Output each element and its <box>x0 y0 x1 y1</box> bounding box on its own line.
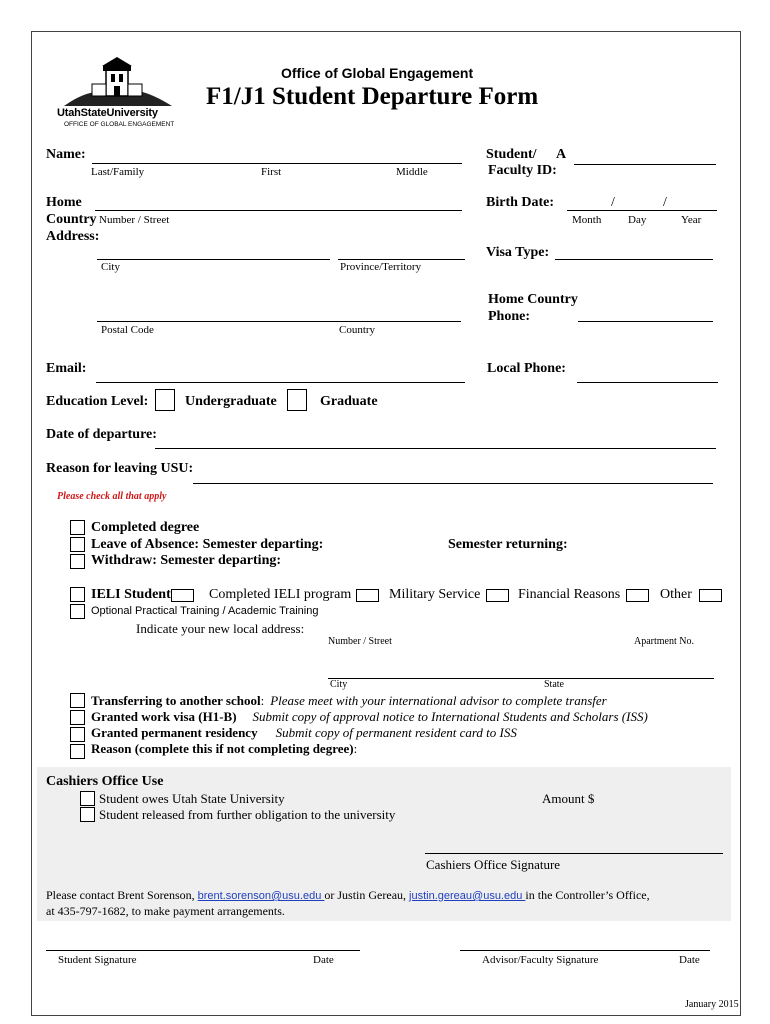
completed-degree-label: Completed degree <box>91 520 200 535</box>
id-prefix: A <box>556 147 567 162</box>
home-label: Home <box>46 195 82 210</box>
email-link-justin[interactable]: justin.gereau@usu.edu <box>409 890 526 902</box>
advisor-signature-field[interactable] <box>460 950 710 951</box>
work-visa-checkbox[interactable] <box>70 710 85 725</box>
local-phone-label: Local Phone: <box>487 361 566 376</box>
transfer-colon: : <box>260 693 265 708</box>
logo-subtitle: OFFICE OF GLOBAL ENGAGEMENT <box>64 121 175 128</box>
new-city-state-field[interactable] <box>328 678 714 679</box>
contact-text-a: Please contact Brent Sorenson, <box>46 888 198 902</box>
email-label: Email: <box>46 361 87 376</box>
undergraduate-label: Undergraduate <box>185 394 277 409</box>
birth-sep-2: / <box>663 195 667 210</box>
other-checkbox[interactable] <box>699 589 722 602</box>
permanent-residency-note: Submit copy of permanent resident card to ISS <box>275 725 517 740</box>
contact-text-b: or Justin Gereau, <box>324 888 410 902</box>
new-street-caption: Number / Street <box>328 636 392 647</box>
student-date-caption: Date <box>313 954 334 966</box>
reason-label: Reason for leaving USU: <box>46 461 194 476</box>
visa-type-label: Visa Type: <box>486 245 550 260</box>
military-service-checkbox[interactable] <box>486 589 509 602</box>
transfer-note: Please meet with your international advisor to complete transfer <box>270 693 607 708</box>
opt-label: Optional Practical Training / Academic Training <box>91 605 319 617</box>
name-field[interactable] <box>92 163 462 164</box>
contact-text-c: in the Controller’s Office, <box>525 888 650 902</box>
logo-name: UtahStateUniversity <box>57 107 158 119</box>
departure-date-field[interactable] <box>155 448 716 449</box>
office-title: Office of Global Engagement <box>281 65 474 81</box>
completed-degree-checkbox[interactable] <box>70 520 85 535</box>
home-phone-label: Phone: <box>488 309 530 324</box>
city-field[interactable] <box>97 259 330 260</box>
page-title: F1/J1 Student Departure Form <box>206 83 539 110</box>
advisor-date-caption: Date <box>679 954 700 966</box>
semester-returning-label: Semester returning: <box>448 537 568 552</box>
year-caption: Year <box>681 214 702 226</box>
name-first-caption: First <box>261 166 282 178</box>
faculty-id-label: Faculty ID: <box>488 163 557 178</box>
student-owes-checkbox[interactable] <box>80 791 95 806</box>
student-id-label: Student/ <box>486 147 537 162</box>
completed-ieli-label: Completed IELI program <box>209 587 352 602</box>
student-signature-caption: Student Signature <box>58 954 137 966</box>
birth-date-label: Birth Date: <box>486 195 555 210</box>
birth-date-field[interactable] <box>567 210 717 211</box>
transfer-label: Transferring to another school <box>91 693 261 708</box>
name-middle-caption: Middle <box>396 166 428 178</box>
month-caption: Month <box>572 214 602 226</box>
new-address-label: Indicate your new local address: <box>136 621 305 636</box>
cashiers-title: Cashiers Office Use <box>46 774 164 789</box>
financial-reasons-checkbox[interactable] <box>626 589 649 602</box>
military-service-label: Military Service <box>389 587 481 602</box>
work-visa-label: Granted work visa (H1-B) <box>91 709 237 724</box>
new-state-caption: State <box>544 679 564 690</box>
home-country-label: Home Country <box>488 292 578 307</box>
education-level-label: Education Level: <box>46 394 149 409</box>
address-label: Address: <box>46 229 100 244</box>
name-label: Name: <box>46 147 86 162</box>
student-id-field[interactable] <box>574 164 716 165</box>
advisor-signature-caption: Advisor/Faculty Signature <box>482 954 599 966</box>
graduate-checkbox[interactable] <box>287 389 307 411</box>
ieli-row-checkbox[interactable] <box>70 587 85 602</box>
withdraw-label: Withdraw: Semester departing: <box>91 553 282 568</box>
email-link-brent[interactable]: brent.sorenson@usu.edu <box>197 890 325 902</box>
postal-caption: Postal Code <box>101 324 154 336</box>
province-caption: Province/Territory <box>340 261 422 273</box>
transfer-checkbox[interactable] <box>70 693 85 708</box>
completed-ieli-checkbox[interactable] <box>356 589 379 602</box>
amount-label: Amount $ <box>542 791 595 806</box>
cashiers-signature-caption: Cashiers Office Signature <box>426 857 561 872</box>
university-logo-icon <box>62 56 174 108</box>
province-field[interactable] <box>338 259 465 260</box>
postal-country-field[interactable] <box>97 321 461 322</box>
graduate-label: Graduate <box>320 394 378 409</box>
visa-type-field[interactable] <box>555 259 713 260</box>
contact-text-d: at 435-797-1682, to make payment arrangements. <box>46 904 285 918</box>
day-caption: Day <box>628 214 647 226</box>
country-label: Country <box>46 212 97 227</box>
check-all-note: Please check all that apply <box>57 491 167 502</box>
student-owes-label: Student owes Utah State University <box>99 791 285 806</box>
home-phone-field[interactable] <box>578 321 713 322</box>
leave-of-absence-label: Leave of Absence: Semester departing: <box>91 537 324 552</box>
departure-date-label: Date of departure: <box>46 427 157 442</box>
withdraw-checkbox[interactable] <box>70 554 85 569</box>
other-label: Other <box>660 587 692 602</box>
other-reason-checkbox[interactable] <box>70 744 85 759</box>
work-visa-note: Submit copy of approval notice to International Students and Scholars (ISS) <box>252 709 648 724</box>
other-reason-label: Reason (complete this if not completing degree) <box>91 741 354 756</box>
financial-reasons-label: Financial Reasons <box>518 587 621 602</box>
undergraduate-checkbox[interactable] <box>155 389 175 411</box>
reason-field[interactable] <box>193 483 713 484</box>
student-released-checkbox[interactable] <box>80 807 95 822</box>
revision-date: January 2015 <box>685 999 739 1010</box>
leave-of-absence-checkbox[interactable] <box>70 537 85 552</box>
new-city-caption: City <box>330 679 348 690</box>
permanent-residency-checkbox[interactable] <box>70 727 85 742</box>
opt-checkbox[interactable] <box>70 604 85 619</box>
birth-sep-1: / <box>611 195 615 210</box>
street-caption: Number / Street <box>99 214 170 226</box>
city-caption: City <box>101 261 120 273</box>
cashiers-signature-field[interactable] <box>425 853 723 854</box>
other-reason-colon: : <box>353 741 358 756</box>
ieli-student-checkbox[interactable] <box>171 589 194 602</box>
street-field[interactable] <box>95 210 462 211</box>
apartment-caption: Apartment No. <box>634 636 694 647</box>
permanent-residency-label: Granted permanent residency <box>91 725 258 740</box>
email-field[interactable] <box>96 382 465 383</box>
name-last-caption: Last/Family <box>91 166 145 178</box>
country-caption: Country <box>339 324 376 336</box>
local-phone-field[interactable] <box>577 382 718 383</box>
student-signature-field[interactable] <box>46 950 360 951</box>
ieli-student-label: IELI Student <box>91 587 171 602</box>
student-released-label: Student released from further obligation to the university <box>99 807 396 822</box>
